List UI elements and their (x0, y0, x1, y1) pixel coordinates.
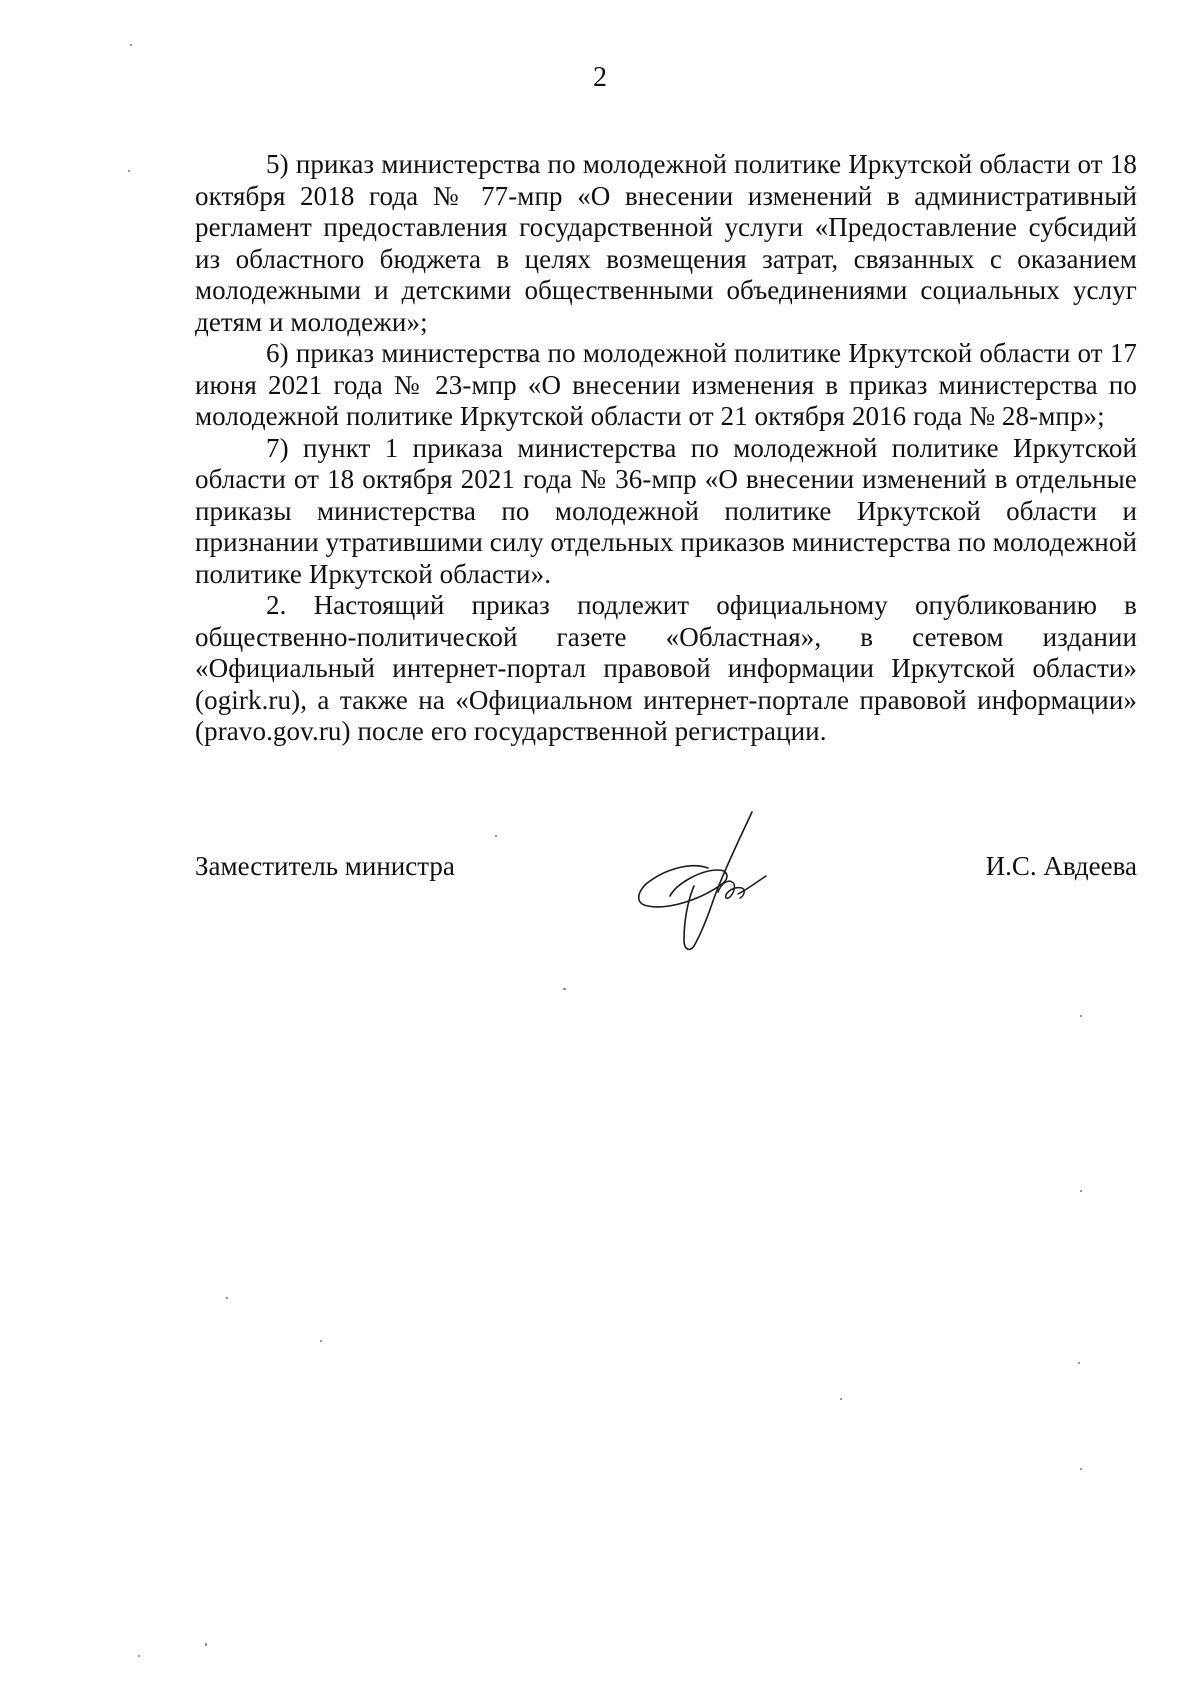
scan-speck (495, 835, 497, 837)
scan-speck (1080, 1190, 1082, 1192)
scan-speck (1080, 1015, 1082, 1017)
signer-title: Заместитель министра (195, 851, 455, 881)
scan-speck (128, 170, 130, 172)
scan-speck (205, 1643, 207, 1646)
scan-speck (1080, 1468, 1082, 1470)
paragraph: 2. Настоящий приказ подлежит официальному опубликованию в общественно-политической газете «Областная», в сетевом издании «Официальный интернет-портал правовой информации Иркутской области» (ogirk.ru), а также на «Официальном интернет-портале правовой информации» (pravo.gov.ru) после его государственной регистрации. (195, 590, 1137, 746)
scan-speck (840, 1398, 842, 1400)
list-item: 5) приказ министерства по молодежной политике Иркутской области от 18 октября 2018 года № 77-мпр «О внесении изменений в административный регламент предоставления государственной услуги «Предоставление субсидий из областного бюджета в целях возмещения затрат, связанных с оказанием молодежными и детскими общественными объединениями социальных услуг детям и молодежи»; (195, 149, 1137, 337)
list-item: 7) пункт 1 приказа министерства по молодежной политике Иркутской области от 18 октября 2021 года № 36-мпр «О внесении изменений в отдельные приказы министерства по молодежной политике Иркутской области и признании утратившими силу отдельных приказов министерства по молодежной политике Иркутской области». (195, 432, 1137, 589)
signer-name: И.С. Авдеева (985, 851, 1137, 881)
document-body (195, 149, 1137, 748)
scan-speck (1078, 1362, 1080, 1364)
scan-speck (320, 1340, 322, 1342)
list-item: 6) приказ министерства по молодежной политике Иркутской области от 17 июня 2021 года № 23-мпр «О внесении изменения в приказ министерства по молодежной политике Иркутской области от 21 октября 2016 года № 28-мпр»; (195, 338, 1137, 431)
scan-speck (130, 44, 132, 46)
handwritten-signature (630, 808, 780, 953)
scan-speck (226, 1297, 228, 1299)
scan-speck (563, 988, 566, 990)
scan-speck (138, 1655, 140, 1657)
page-number: 2 (593, 62, 607, 93)
